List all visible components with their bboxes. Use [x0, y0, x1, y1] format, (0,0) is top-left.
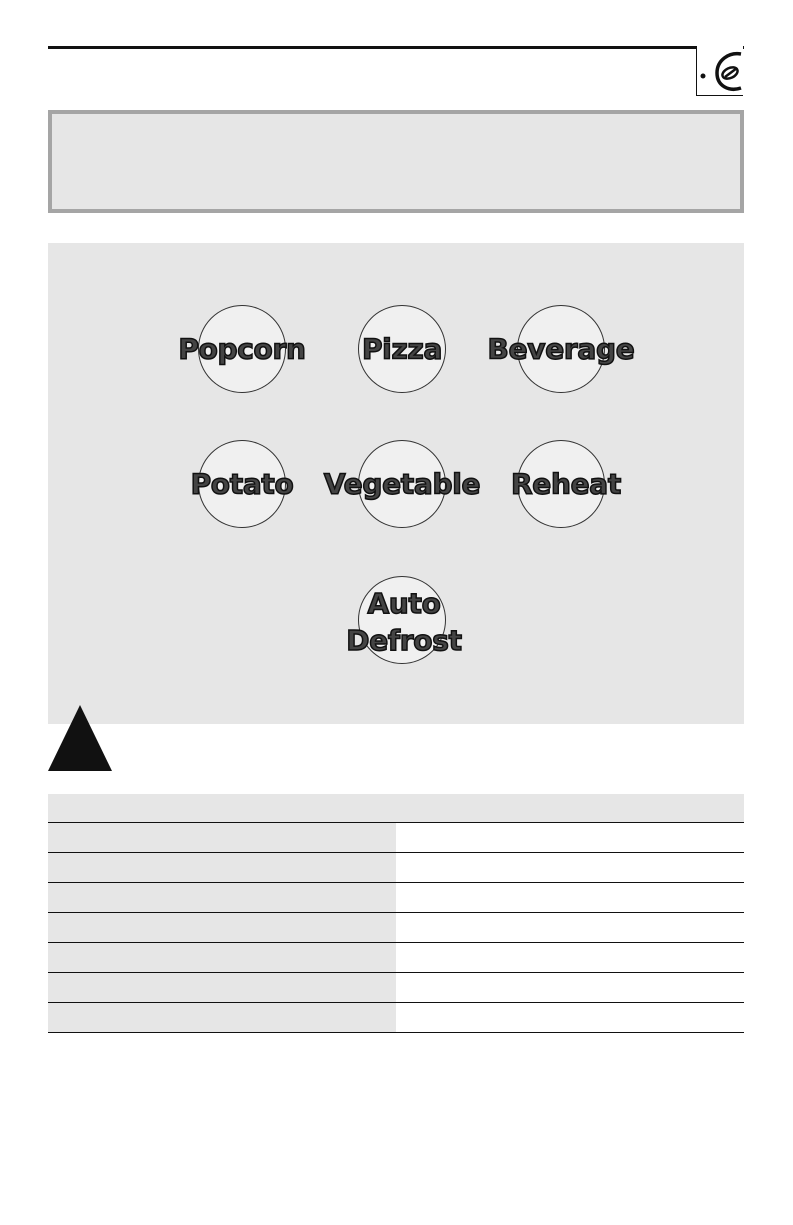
table-row: [48, 943, 744, 973]
potato-key-label: Potato: [190, 467, 294, 501]
table-cell-right: [396, 823, 744, 852]
potato-key[interactable]: [198, 440, 286, 528]
beverage-key-label: Beverage: [487, 332, 635, 366]
beverage-key[interactable]: [517, 305, 605, 393]
table-cell-right: [396, 973, 744, 1002]
table-cell-left: [48, 973, 396, 1002]
table-cell-right: [396, 913, 744, 942]
table-cell-right: [396, 883, 744, 912]
table-cell-left: [48, 1003, 396, 1032]
vegetable-key-label: Vegetable: [323, 467, 481, 501]
brand-monogram-icon: [697, 46, 744, 96]
auto-defrost-line-2: Defrost: [346, 624, 462, 657]
popcorn-key-label: Popcorn: [178, 332, 306, 366]
reheat-key[interactable]: [517, 440, 605, 528]
table-cell-left: [48, 913, 396, 942]
warning-triangle-icon: [48, 705, 112, 771]
table-cell-right: [396, 1003, 744, 1032]
pizza-key[interactable]: [358, 305, 446, 393]
table-row: [48, 883, 744, 913]
popcorn-key[interactable]: [198, 305, 286, 393]
info-box: [48, 110, 744, 213]
keypad-panel: [48, 243, 744, 724]
brand-logo-tab: [696, 46, 743, 96]
reheat-key-label: Reheat: [511, 467, 621, 501]
table-row: [48, 973, 744, 1003]
table-cell-left: [48, 853, 396, 882]
table-row: [48, 1003, 744, 1033]
table-cell-right: [396, 943, 744, 972]
table-row: [48, 913, 744, 943]
auto-defrost-line-1: Auto: [367, 587, 441, 620]
table-cell-left: [48, 883, 396, 912]
table-cell-left: [48, 943, 396, 972]
table-cell-left: [48, 823, 396, 852]
auto-defrost-key[interactable]: [358, 576, 446, 664]
pizza-key-label: Pizza: [361, 332, 443, 366]
table-row: [48, 853, 744, 883]
top-rule: [48, 46, 744, 49]
table-header: [48, 794, 744, 822]
vegetable-key[interactable]: [358, 440, 446, 528]
table-row: [48, 823, 744, 853]
table-cell-right: [396, 853, 744, 882]
